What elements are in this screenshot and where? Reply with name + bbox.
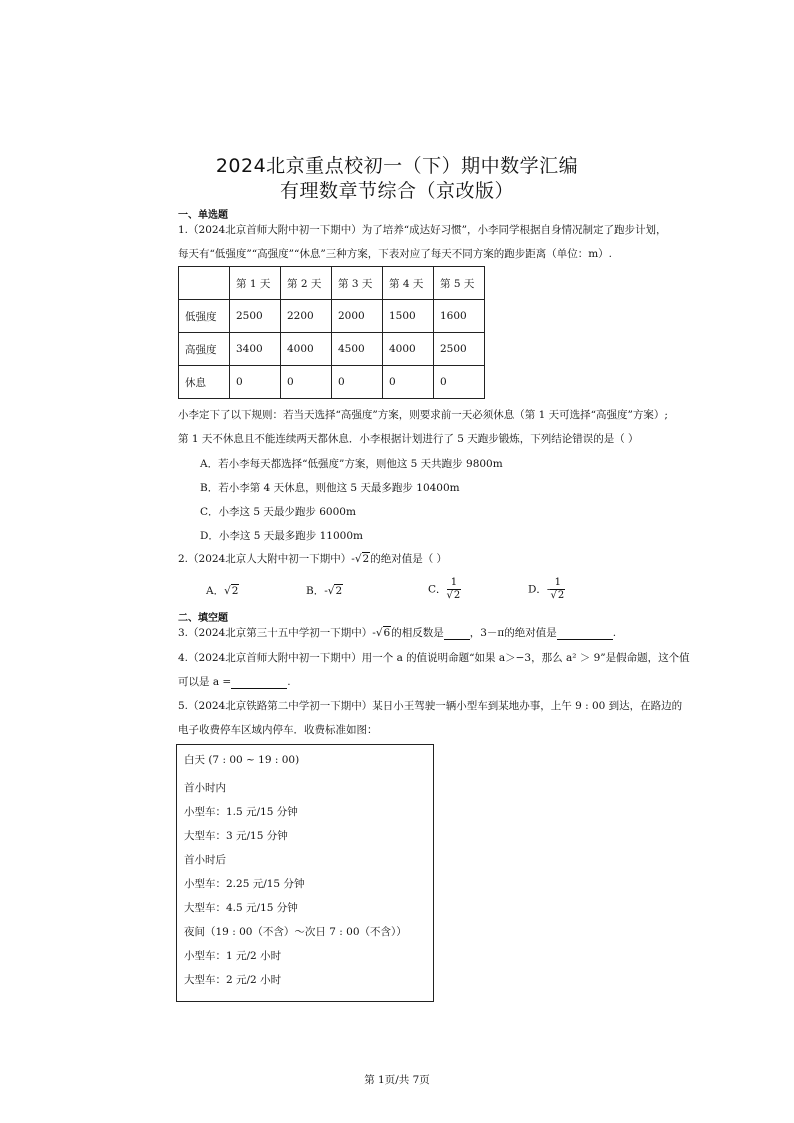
table-cell: 4500: [332, 333, 383, 366]
table-row: [179, 333, 485, 366]
table-cell: 0: [281, 366, 332, 399]
table-cell: 0: [434, 366, 485, 399]
minus-sign: -: [372, 627, 376, 639]
table-cell: 1600: [434, 300, 485, 333]
q1-option-a: A．若小李每天都选择“低强度”方案，则他这 5 天共跑步 9800m: [200, 458, 503, 470]
option-label: D．-: [528, 583, 551, 596]
table-cell: 2000: [332, 300, 383, 333]
fraction: [550, 578, 565, 601]
fee-line: 大型车：3 元/15 分钟: [184, 830, 288, 842]
sqrt-radicand: 2: [335, 585, 343, 597]
table-cell: 0: [332, 366, 383, 399]
table-header-row: [179, 267, 485, 300]
q5-stem-line2: 电子收费停车区域内停车．收费标准如图：: [178, 724, 378, 736]
q1-option-d: D．小李这 5 天最多跑步 11000m: [200, 530, 363, 542]
q3-text: ，3－π的绝对值是: [469, 627, 557, 639]
fee-line: 首小时后: [184, 854, 226, 866]
q2-option-a: A．√2: [206, 585, 239, 597]
q2-stem-suffix: 的绝对值是（ ）: [370, 553, 448, 565]
q3-end: .: [612, 627, 617, 639]
table-cell: 3400: [230, 333, 281, 366]
section-heading-single-choice: 一、单选题: [178, 210, 228, 221]
document-title: 2024北京重点校初一（下）期中数学汇编: [215, 155, 579, 177]
fraction-denominator: √2: [446, 590, 461, 601]
sqrt-radicand: 2: [453, 590, 461, 601]
table-cell: 1500: [383, 300, 434, 333]
table-cell: 4000: [281, 333, 332, 366]
fee-line: 首小时内: [184, 782, 226, 794]
table-cell: 2500: [434, 333, 485, 366]
table-cell: 2500: [230, 300, 281, 333]
q5-stem-line1: 5.（2024北京铁路第二中学初一下期中）某日小王驾驶一辆小型车到某地办事，上午 9 : 00 到达，在路边的: [178, 700, 683, 712]
option-label: A．: [206, 585, 225, 597]
q2-option-d: [528, 578, 565, 601]
table-cell: 0: [383, 366, 434, 399]
q4-stem-line1: 4.（2024北京首师大附中初一下期中）用一个 a 的值说明命题“如果 a＞−3，那么 a² ＞ 9”是假命题，这个值: [178, 652, 690, 664]
sqrt-radicand: 2: [231, 585, 239, 597]
table-header-cell: 第 1 天: [230, 267, 281, 300]
table-row-label: 休息: [179, 366, 230, 399]
q3-stem: 3.（2024北京第三十五中学初一下期中）-√6的相反数是 ，3－π的绝对值是 .: [178, 627, 617, 639]
table-row: [179, 300, 485, 333]
q1-option-c: C．小李这 5 天最少跑步 6000m: [200, 506, 356, 518]
fee-line: 小型车：2.25 元/15 分钟: [184, 878, 305, 890]
answer-blank[interactable]: [444, 639, 470, 640]
q3-text: 的相反数是: [391, 627, 444, 639]
table-row-label: 低强度: [179, 300, 230, 333]
fee-line: 白天 (7 : 00 ~ 19 : 00): [184, 754, 300, 766]
sqrt-radicand: 2: [557, 590, 565, 601]
page-number: 第 1页/共 7页: [364, 1074, 430, 1086]
q4-end: .: [287, 676, 291, 688]
q1-stem-line1: 1.（2024北京首师大附中初一下期中）为了培养“成达好习惯”，小李同学根据自身情况制定了跑步计划，: [178, 224, 667, 236]
q2-option-c: [428, 578, 461, 601]
table-cell: 4000: [383, 333, 434, 366]
q1-stem-line2: 每天有“低强度”“高强度”“休息”三种方案，下表对应了每天不同方案的跑步距离（单位：m）.: [178, 248, 612, 260]
minus-sign: -: [351, 553, 355, 565]
q3-prefix: 3.（2024北京第三十五中学初一下期中）: [178, 627, 373, 639]
q2-option-b: B．-√2: [306, 585, 343, 597]
table-header-cell: 第 4 天: [383, 267, 434, 300]
q4-stem-line2: [178, 674, 768, 689]
q4-prefix: 可以是 a =: [178, 676, 232, 688]
fee-line: 夜间（19 : 00（不含）～次日 7 : 00（不含））: [184, 926, 407, 938]
table-row-label: 高强度: [179, 333, 230, 366]
table-row: [179, 366, 485, 399]
fee-line: 大型车：4.5 元/15 分钟: [184, 902, 298, 914]
table-header-cell: 第 5 天: [434, 267, 485, 300]
sqrt-radicand: 6: [383, 627, 391, 639]
q1-rule-line2: 第 1 天不休息且不能连续两天都休息．小李根据计划进行了 5 天跑步锻炼，下列结论错误的是（ ）: [178, 433, 639, 445]
answer-blank[interactable]: [557, 639, 613, 640]
fraction-numerator: 1: [550, 578, 565, 590]
q2-stem: 2.（2024北京人大附中初一下期中）-√2的绝对值是（ ）: [178, 553, 448, 565]
q2-stem-prefix: 2.（2024北京人大附中初一下期中）: [178, 553, 352, 565]
table-cell: 0: [230, 366, 281, 399]
fee-line: 大型车：2 元/2 小时: [184, 974, 282, 986]
table-cell: 2200: [281, 300, 332, 333]
fee-line: 小型车：1 元/2 小时: [184, 950, 282, 962]
table-header-cell: 第 2 天: [281, 267, 332, 300]
running-plan-table: [178, 266, 485, 399]
fee-line: 小型车：1.5 元/15 分钟: [184, 806, 298, 818]
sqrt-radicand: 2: [362, 553, 370, 565]
fraction: [447, 578, 462, 601]
option-label: C．: [428, 583, 447, 596]
q1-rule-line1: 小李定下了以下规则：若当天选择“高强度”方案，则要求前一天必须休息（第 1 天可选择“高强度”方案）;: [178, 409, 668, 421]
document-subtitle: 有理数章节综合（京改版）: [279, 180, 514, 202]
table-header-cell: 第 3 天: [332, 267, 383, 300]
q1-option-b: B．若小李第 4 天休息，则他这 5 天最多跑步 10400m: [200, 482, 460, 494]
answer-blank[interactable]: [231, 688, 287, 689]
fraction-denominator: √2: [550, 590, 565, 601]
fraction-numerator: 1: [447, 578, 462, 590]
option-label: B．-: [306, 585, 328, 597]
table-cell: [179, 267, 230, 300]
section-heading-fill-in: 二、填空题: [178, 613, 228, 624]
